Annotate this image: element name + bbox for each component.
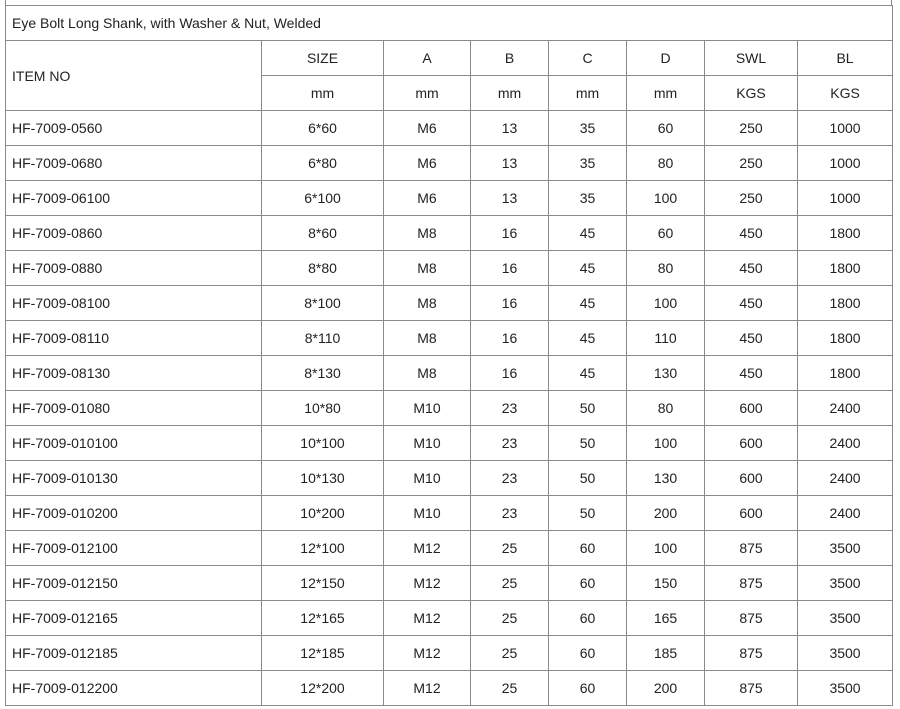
cell-b: 25: [471, 566, 549, 601]
cell-a: M12: [384, 531, 471, 566]
cell-b: 13: [471, 181, 549, 216]
cell-swl: 600: [705, 426, 798, 461]
column-header-bl: BL: [798, 41, 893, 76]
cell-a: M6: [384, 146, 471, 181]
cell-item-no: HF-7009-012185: [6, 636, 262, 671]
cell-swl: 875: [705, 671, 798, 706]
cell-item-no: HF-7009-010100: [6, 426, 262, 461]
cell-b: 25: [471, 636, 549, 671]
cell-c: 50: [549, 391, 627, 426]
cell-c: 50: [549, 496, 627, 531]
cell-swl: 600: [705, 391, 798, 426]
cell-item-no: HF-7009-010200: [6, 496, 262, 531]
cell-swl: 450: [705, 251, 798, 286]
cell-c: 45: [549, 286, 627, 321]
cell-bl: 2400: [798, 426, 893, 461]
cell-b: 23: [471, 426, 549, 461]
cell-swl: 875: [705, 566, 798, 601]
cell-swl: 875: [705, 636, 798, 671]
cell-item-no: HF-7009-06100: [6, 181, 262, 216]
table-title: Eye Bolt Long Shank, with Washer & Nut, Welded: [6, 6, 893, 41]
cell-bl: 3500: [798, 566, 893, 601]
unit-swl: KGS: [705, 76, 798, 111]
cell-size: 6*80: [262, 146, 384, 181]
cell-item-no: HF-7009-012150: [6, 566, 262, 601]
table-row: [6, 146, 893, 181]
cell-item-no: HF-7009-0560: [6, 111, 262, 146]
unit-c: mm: [549, 76, 627, 111]
cell-a: M12: [384, 671, 471, 706]
cell-item-no: HF-7009-012100: [6, 531, 262, 566]
spec-table-body: [6, 6, 893, 706]
cell-c: 45: [549, 251, 627, 286]
cell-a: M8: [384, 286, 471, 321]
cell-c: 45: [549, 356, 627, 391]
table-row: [6, 181, 893, 216]
cell-size: 6*100: [262, 181, 384, 216]
cell-swl: 450: [705, 356, 798, 391]
column-header-swl: SWL: [705, 41, 798, 76]
table-row: [6, 461, 893, 496]
unit-b: mm: [471, 76, 549, 111]
cell-b: 23: [471, 496, 549, 531]
cell-size: 10*200: [262, 496, 384, 531]
title-row: [6, 6, 893, 41]
table-row: [6, 111, 893, 146]
cell-swl: 250: [705, 111, 798, 146]
cell-size: 8*80: [262, 251, 384, 286]
cell-b: 16: [471, 321, 549, 356]
cell-swl: 250: [705, 181, 798, 216]
cell-bl: 1000: [798, 111, 893, 146]
cell-d: 100: [627, 531, 705, 566]
cell-d: 165: [627, 601, 705, 636]
cell-c: 60: [549, 671, 627, 706]
cell-d: 130: [627, 461, 705, 496]
unit-size: mm: [262, 76, 384, 111]
cell-item-no: HF-7009-012200: [6, 671, 262, 706]
spec-table: [5, 5, 893, 706]
cell-size: 10*130: [262, 461, 384, 496]
cell-bl: 1800: [798, 286, 893, 321]
column-header-b: B: [471, 41, 549, 76]
unit-a: mm: [384, 76, 471, 111]
cell-bl: 3500: [798, 531, 893, 566]
cell-c: 45: [549, 321, 627, 356]
table-row: [6, 286, 893, 321]
cell-a: M12: [384, 636, 471, 671]
table-row: [6, 356, 893, 391]
cell-bl: 3500: [798, 636, 893, 671]
item-no-header: ITEM NO: [6, 41, 262, 111]
cell-item-no: HF-7009-08130: [6, 356, 262, 391]
cell-bl: 2400: [798, 461, 893, 496]
cell-swl: 450: [705, 321, 798, 356]
table-row: [6, 496, 893, 531]
column-header-a: A: [384, 41, 471, 76]
table-row: [6, 391, 893, 426]
cell-item-no: HF-7009-0860: [6, 216, 262, 251]
cell-swl: 600: [705, 496, 798, 531]
cell-d: 100: [627, 426, 705, 461]
spec-sheet: [5, 5, 892, 706]
table-row: [6, 531, 893, 566]
cell-size: 12*150: [262, 566, 384, 601]
cell-bl: 1800: [798, 251, 893, 286]
table-row: [6, 251, 893, 286]
cell-b: 16: [471, 286, 549, 321]
cell-d: 200: [627, 671, 705, 706]
cell-d: 100: [627, 181, 705, 216]
cell-bl: 1800: [798, 356, 893, 391]
table-row: [6, 426, 893, 461]
cell-b: 16: [471, 251, 549, 286]
table-row: [6, 216, 893, 251]
cell-a: M8: [384, 251, 471, 286]
table-row: [6, 566, 893, 601]
cell-bl: 3500: [798, 671, 893, 706]
cell-size: 10*100: [262, 426, 384, 461]
cell-bl: 1800: [798, 216, 893, 251]
cell-swl: 450: [705, 216, 798, 251]
cell-c: 35: [549, 111, 627, 146]
cell-size: 8*100: [262, 286, 384, 321]
cell-c: 60: [549, 636, 627, 671]
cell-d: 200: [627, 496, 705, 531]
cell-bl: 1000: [798, 181, 893, 216]
cell-a: M8: [384, 356, 471, 391]
cell-b: 13: [471, 146, 549, 181]
cell-a: M10: [384, 391, 471, 426]
unit-d: mm: [627, 76, 705, 111]
cell-size: 8*110: [262, 321, 384, 356]
cell-item-no: HF-7009-08100: [6, 286, 262, 321]
cell-size: 12*100: [262, 531, 384, 566]
cell-c: 45: [549, 216, 627, 251]
table-row: [6, 636, 893, 671]
column-header-d: D: [627, 41, 705, 76]
cell-item-no: HF-7009-012165: [6, 601, 262, 636]
cell-c: 50: [549, 461, 627, 496]
cell-item-no: HF-7009-0680: [6, 146, 262, 181]
column-header-c: C: [549, 41, 627, 76]
header-row-names: [6, 41, 893, 76]
cell-size: 12*200: [262, 671, 384, 706]
cell-size: 12*165: [262, 601, 384, 636]
table-row: [6, 671, 893, 706]
cell-a: M12: [384, 566, 471, 601]
cell-d: 150: [627, 566, 705, 601]
cell-bl: 1000: [798, 146, 893, 181]
cell-swl: 450: [705, 286, 798, 321]
cell-swl: 875: [705, 531, 798, 566]
cell-b: 23: [471, 461, 549, 496]
cell-b: 16: [471, 216, 549, 251]
cell-swl: 250: [705, 146, 798, 181]
cell-item-no: HF-7009-08110: [6, 321, 262, 356]
cell-d: 60: [627, 216, 705, 251]
cell-bl: 2400: [798, 391, 893, 426]
cell-a: M10: [384, 461, 471, 496]
cell-a: M6: [384, 111, 471, 146]
cell-d: 80: [627, 146, 705, 181]
cell-d: 100: [627, 286, 705, 321]
cell-b: 25: [471, 601, 549, 636]
cell-item-no: HF-7009-0880: [6, 251, 262, 286]
cell-size: 8*60: [262, 216, 384, 251]
cell-d: 80: [627, 391, 705, 426]
cell-c: 60: [549, 601, 627, 636]
cell-c: 60: [549, 531, 627, 566]
unit-bl: KGS: [798, 76, 893, 111]
cell-a: M10: [384, 426, 471, 461]
cell-c: 35: [549, 146, 627, 181]
cell-size: 8*130: [262, 356, 384, 391]
cell-b: 25: [471, 671, 549, 706]
cell-size: 10*80: [262, 391, 384, 426]
cell-item-no: HF-7009-010130: [6, 461, 262, 496]
cell-d: 80: [627, 251, 705, 286]
table-row: [6, 601, 893, 636]
cell-bl: 2400: [798, 496, 893, 531]
cell-d: 130: [627, 356, 705, 391]
column-header-size: SIZE: [262, 41, 384, 76]
cell-size: 6*60: [262, 111, 384, 146]
cell-a: M6: [384, 181, 471, 216]
cell-a: M8: [384, 321, 471, 356]
cell-swl: 600: [705, 461, 798, 496]
cell-b: 13: [471, 111, 549, 146]
table-row: [6, 321, 893, 356]
cell-d: 110: [627, 321, 705, 356]
cell-c: 35: [549, 181, 627, 216]
cell-bl: 1800: [798, 321, 893, 356]
cell-a: M10: [384, 496, 471, 531]
cell-size: 12*185: [262, 636, 384, 671]
cell-c: 60: [549, 566, 627, 601]
cell-a: M12: [384, 601, 471, 636]
cell-d: 60: [627, 111, 705, 146]
cell-a: M8: [384, 216, 471, 251]
cell-b: 25: [471, 531, 549, 566]
cell-b: 16: [471, 356, 549, 391]
cell-d: 185: [627, 636, 705, 671]
cell-bl: 3500: [798, 601, 893, 636]
cell-swl: 875: [705, 601, 798, 636]
cell-c: 50: [549, 426, 627, 461]
cell-item-no: HF-7009-01080: [6, 391, 262, 426]
cell-b: 23: [471, 391, 549, 426]
